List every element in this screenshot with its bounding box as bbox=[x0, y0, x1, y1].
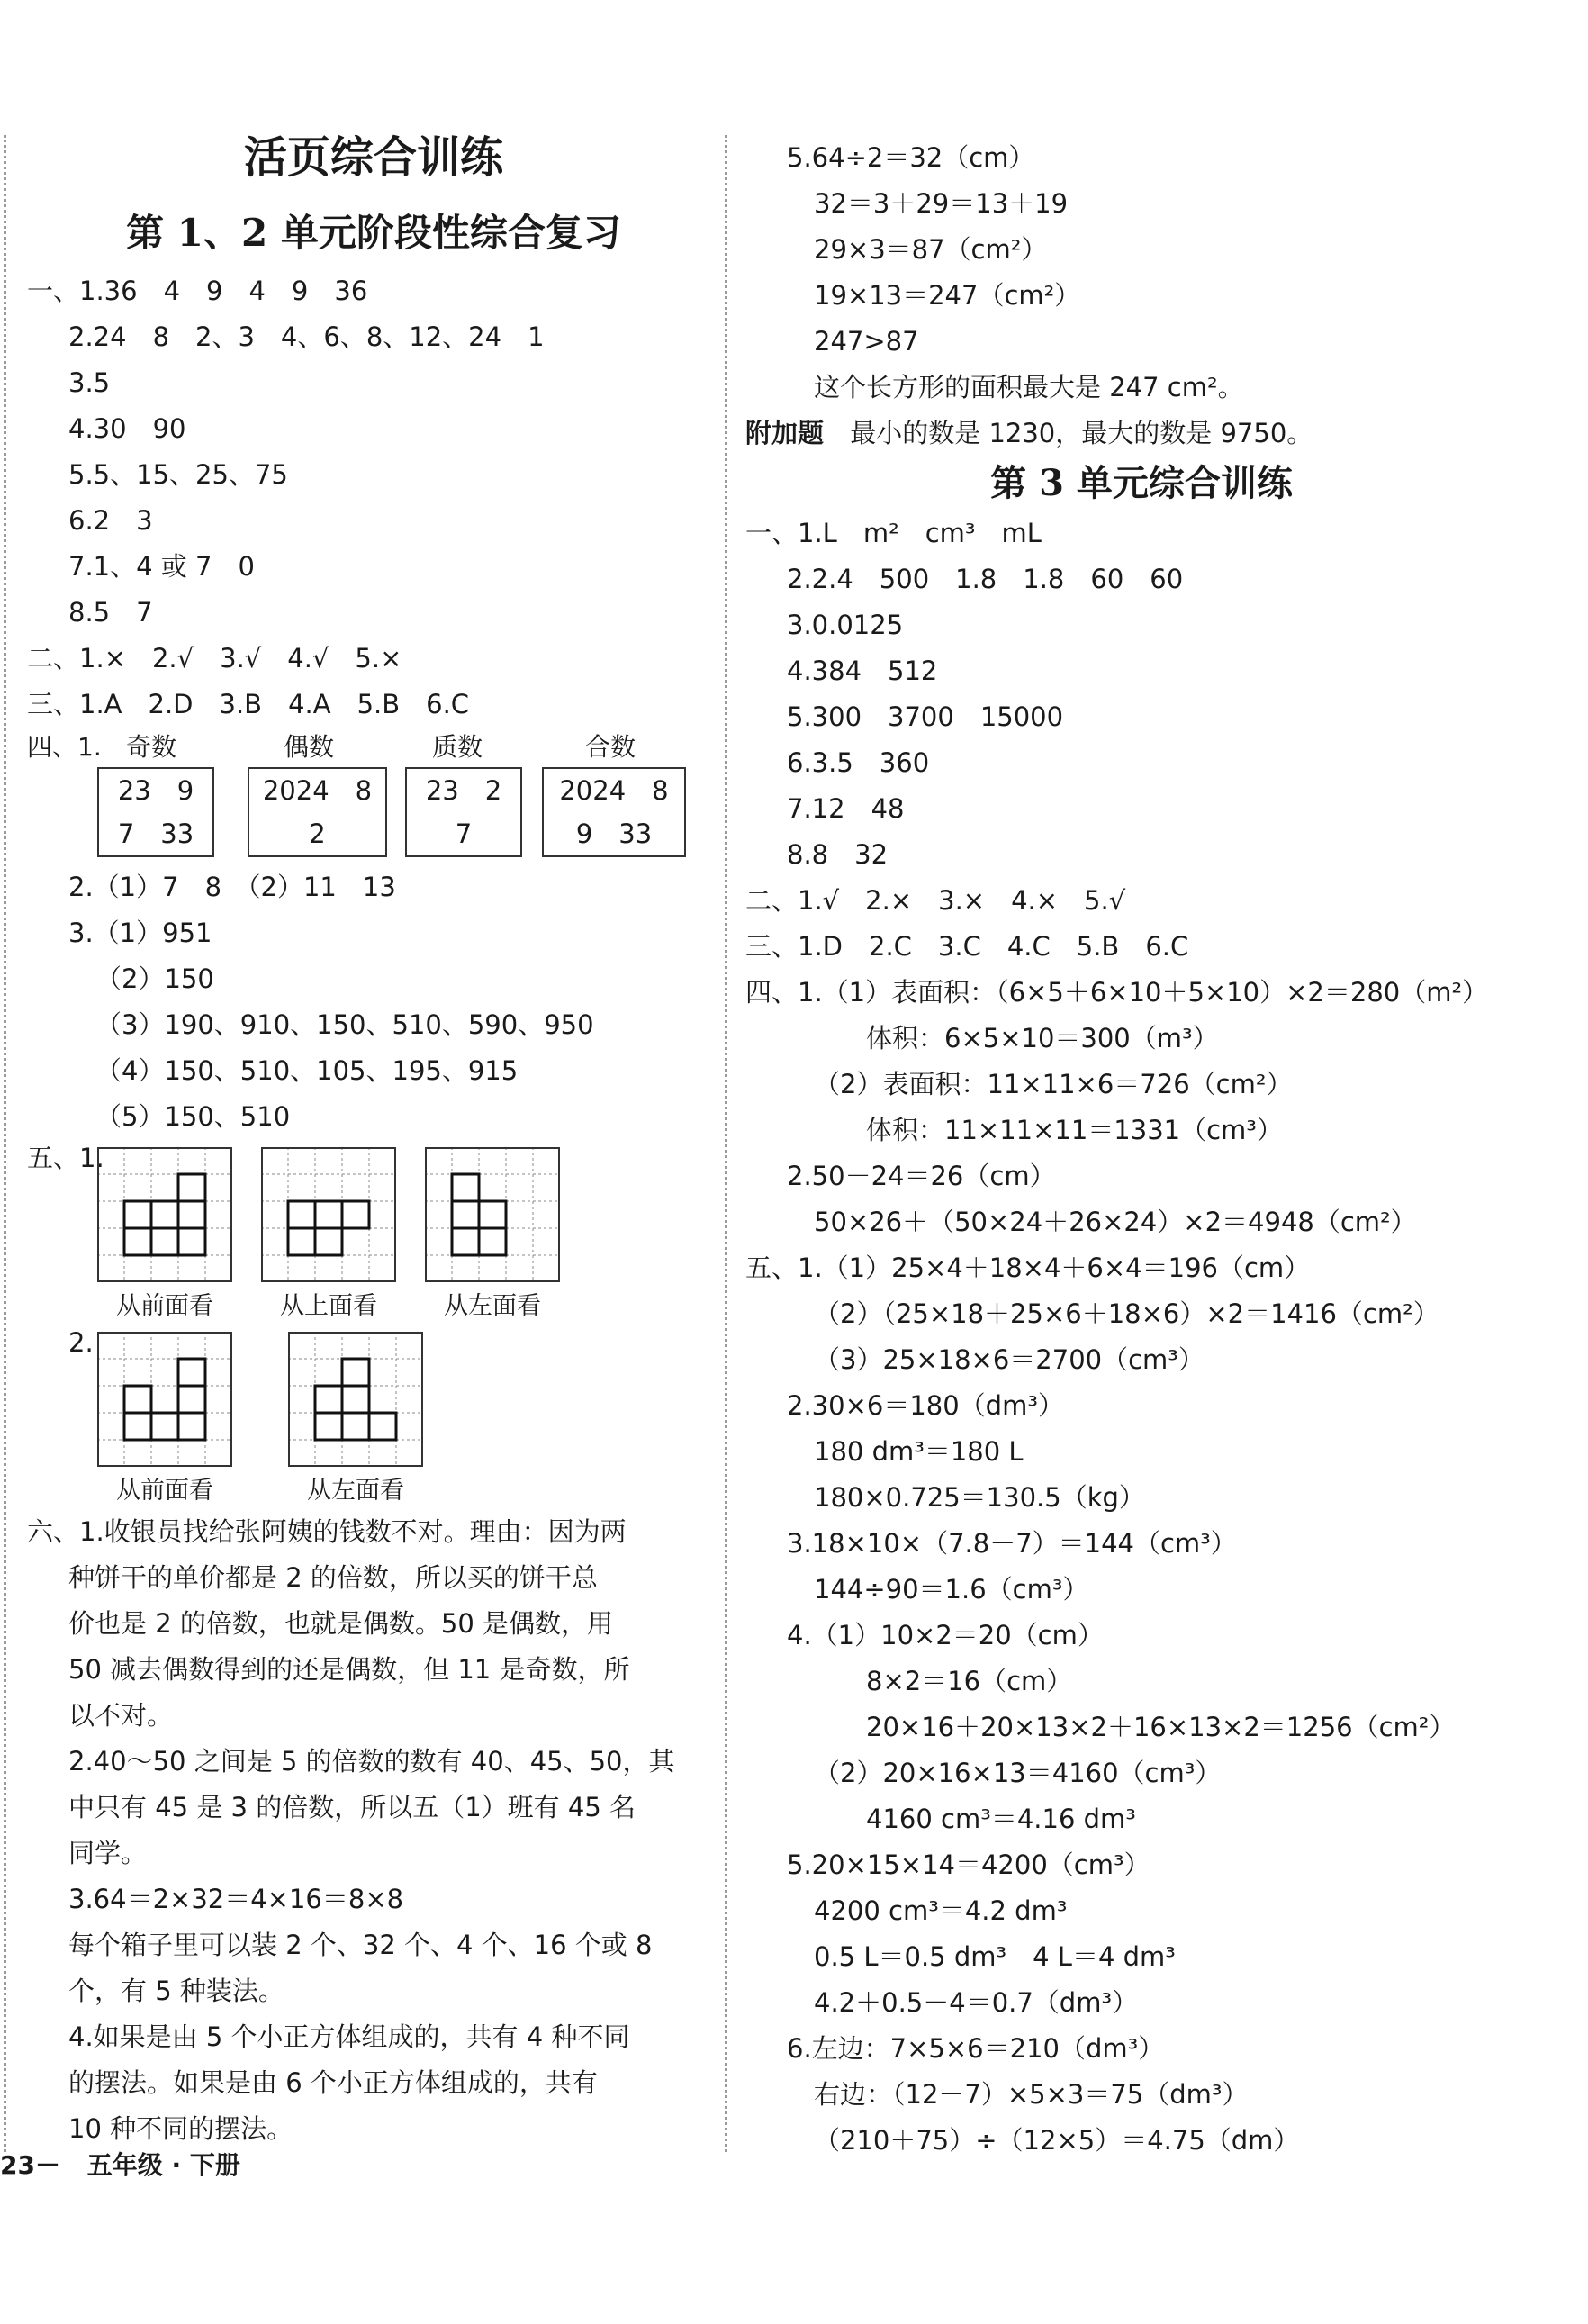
views-row-2 bbox=[27, 1325, 720, 1509]
extra-question-label: 附加题 bbox=[745, 418, 825, 448]
answer-line: （5）150、510 bbox=[95, 1101, 291, 1132]
header-composite: 合数 bbox=[585, 732, 636, 762]
views-row-1 bbox=[27, 1140, 720, 1325]
answer-line: 50 减去偶数得到的还是偶数，但 11 是奇数，所 bbox=[68, 1654, 630, 1685]
grade-label: 五年级 · 下册 bbox=[86, 2150, 240, 2180]
answer-line: 2.40～50 之间是 5 的倍数的数有 40、45、50，其 bbox=[68, 1746, 675, 1777]
answer-line: 4.2＋0.5－4＝0.7（dm³） bbox=[814, 1987, 1139, 2018]
answer-line: 247>87 bbox=[814, 326, 919, 357]
answer-line: 以不对。 bbox=[68, 1700, 174, 1731]
view-top-1 bbox=[261, 1147, 396, 1321]
answer-line: 的摆法。如果是由 6 个小正方体组成的，共有 bbox=[68, 2067, 598, 2098]
view-caption: 从左面看 bbox=[307, 1477, 404, 1505]
view-front-1 bbox=[97, 1147, 232, 1321]
answer-line: 8×2＝16（cm） bbox=[866, 1666, 1073, 1696]
answer-line: 2.30×6＝180（dm³） bbox=[787, 1390, 1064, 1421]
header-odd: 奇数 bbox=[126, 732, 177, 762]
view-caption: 从上面看 bbox=[280, 1292, 377, 1320]
extra-question-line bbox=[745, 411, 1538, 457]
answer-line: 二、1.√ 2.× 3.× 4.× 5.√ bbox=[745, 885, 1126, 916]
view-caption: 从前面看 bbox=[116, 1292, 213, 1320]
view-left-2 bbox=[288, 1332, 423, 1506]
answer-line: 个，有 5 种装法。 bbox=[68, 1976, 284, 2006]
answer-line: 体积：11×11×11＝1331（cm³） bbox=[866, 1115, 1283, 1145]
column-divider bbox=[725, 135, 727, 2152]
answer-line: 每个箱子里可以装 2 个、32 个、4 个、16 个或 8 bbox=[68, 1930, 653, 1960]
extra-question-answer: 最小的数是 1230，最大的数是 9750。 bbox=[850, 418, 1313, 448]
right-column bbox=[745, 135, 1538, 2164]
answer-line: 2.50－24＝26（cm） bbox=[787, 1161, 1056, 1191]
composite-box: 2024 8 9 33 bbox=[542, 767, 686, 857]
answer-line: （2）150 bbox=[95, 963, 214, 994]
grid-figure bbox=[288, 1332, 423, 1467]
section-title-unit-3: 第 3 单元综合训练 bbox=[990, 462, 1293, 504]
section-label: 五、1. bbox=[27, 1143, 104, 1173]
answer-line: 10 种不同的摆法。 bbox=[68, 2113, 293, 2144]
answer-line: 价也是 2 的倍数，也就是偶数。50 是偶数，用 bbox=[68, 1608, 614, 1639]
answer-line: 4.30 90 bbox=[68, 413, 186, 444]
view-caption: 从前面看 bbox=[116, 1477, 213, 1505]
grid-figure bbox=[97, 1147, 232, 1282]
answer-line: 5.20×15×14＝4200（cm³） bbox=[787, 1849, 1150, 1880]
answer-line: 4.（1）10×2＝20（cm） bbox=[787, 1620, 1104, 1650]
grid-figure bbox=[425, 1147, 560, 1282]
grid-figure bbox=[97, 1332, 232, 1467]
answer-line: 8.8 32 bbox=[787, 839, 889, 870]
answer-line: 4.384 512 bbox=[787, 656, 938, 686]
answer-line: 5.5、15、25、75 bbox=[68, 459, 288, 490]
answer-line: 32＝3＋29＝13＋19 bbox=[814, 188, 1069, 219]
answer-line: 中只有 45 是 3 的倍数，所以五（1）班有 45 名 bbox=[68, 1792, 636, 1822]
answer-line: 同学。 bbox=[68, 1838, 148, 1868]
section-title-unit-1-2: 第 1、2 单元阶段性综合复习 bbox=[126, 211, 621, 255]
answer-line: 20×16＋20×13×2＋16×13×2＝1256（cm²） bbox=[866, 1712, 1456, 1742]
answer-line: （2）20×16×13＝4160（cm³） bbox=[814, 1758, 1222, 1788]
number-classification-boxes bbox=[27, 764, 720, 864]
answer-line: 3.18×10×（7.8－7）＝144（cm³） bbox=[787, 1528, 1237, 1559]
answer-line: 3.0.0125 bbox=[787, 610, 904, 640]
answer-line: 3.5 bbox=[68, 367, 111, 398]
answer-line: 4.如果是由 5 个小正方体组成的，共有 4 种不同 bbox=[68, 2021, 630, 2052]
view-left-1 bbox=[425, 1147, 560, 1321]
answer-line: 种饼干的单价都是 2 的倍数，所以买的饼干总 bbox=[68, 1562, 598, 1593]
answer-line: 一、1.36 4 9 4 9 36 bbox=[27, 276, 368, 306]
header-even: 偶数 bbox=[284, 732, 335, 762]
answer-line: 2.24 8 2、3 4、6、8、12、24 1 bbox=[68, 321, 545, 352]
answer-line: 六、1.收银员找给张阿姨的钱数不对。理由：因为两 bbox=[27, 1516, 627, 1547]
answer-line: 右边：（12－7）×5×3＝75（dm³） bbox=[814, 2079, 1249, 2110]
answer-line: 三、1.A 2.D 3.B 4.A 5.B 6.C bbox=[27, 689, 470, 719]
answer-line: 一、1.L m² cm³ mL bbox=[745, 518, 1042, 548]
answer-line: 四、1.（1）表面积：（6×5＋6×10＋5×10）×2＝280（m²） bbox=[745, 977, 1489, 1008]
prime-box: 23 2 7 bbox=[405, 767, 522, 857]
answer-line: 0.5 L＝0.5 dm³ 4 L＝4 dm³ bbox=[814, 1941, 1176, 1972]
answer-line: （210＋75）÷（12×5）＝4.75（dm） bbox=[814, 2125, 1300, 2156]
number-classification-headers bbox=[27, 728, 720, 764]
answer-line: 6.2 3 bbox=[68, 505, 153, 536]
even-box: 2024 8 2 bbox=[248, 767, 387, 857]
answer-line: 180×0.725＝130.5（kg） bbox=[814, 1482, 1145, 1513]
grid-figure bbox=[261, 1147, 396, 1282]
answer-line: 144÷90＝1.6（cm³） bbox=[814, 1574, 1089, 1605]
answer-line: 3.（1）951 bbox=[68, 918, 212, 948]
view-front-2 bbox=[97, 1332, 232, 1506]
answer-line: 体积：6×5×10＝300（m³） bbox=[866, 1023, 1219, 1053]
answer-line: （4）150、510、105、195、915 bbox=[95, 1055, 519, 1086]
answer-line: 2.2.4 500 1.8 1.8 60 60 bbox=[787, 564, 1184, 594]
page-title: 活页综合训练 bbox=[243, 132, 503, 183]
page-number: 23－ bbox=[0, 2150, 60, 2180]
answer-line: 3.64＝2×32＝4×16＝8×8 bbox=[68, 1884, 404, 1914]
answer-line: 2.（1）7 8 （2）11 13 bbox=[68, 872, 396, 902]
answer-line: 6.3.5 360 bbox=[787, 747, 930, 778]
answer-line: （2）（25×18＋25×6＋18×6）×2＝1416（cm²） bbox=[814, 1298, 1439, 1329]
answer-line: 4160 cm³＝4.16 dm³ bbox=[866, 1804, 1136, 1834]
answer-line: （3）190、910、150、510、590、950 bbox=[95, 1009, 594, 1040]
page-footer bbox=[0, 2143, 240, 2188]
answer-line: 这个长方形的面积最大是 247 cm²。 bbox=[814, 372, 1244, 402]
answer-line: 7.12 48 bbox=[787, 793, 905, 824]
section-label: 四、1. bbox=[27, 732, 102, 762]
answer-line: 19×13＝247（cm²） bbox=[814, 280, 1081, 311]
answer-line: 6.左边：7×5×6＝210（dm³） bbox=[787, 2033, 1165, 2064]
view-caption: 从左面看 bbox=[444, 1292, 541, 1320]
odd-box: 23 9 7 33 bbox=[97, 767, 214, 857]
left-margin-rule bbox=[4, 135, 6, 2152]
answer-line: 50×26＋（50×24＋26×24）×2＝4948（cm²） bbox=[814, 1207, 1417, 1237]
answer-line: 5.64÷2＝32（cm） bbox=[787, 142, 1035, 173]
answer-line: 5.300 3700 15000 bbox=[787, 701, 1064, 732]
left-column bbox=[27, 117, 720, 2152]
answer-line: 8.5 7 bbox=[68, 597, 153, 628]
answer-line: （3）25×18×6＝2700（cm³） bbox=[814, 1344, 1205, 1375]
header-prime: 质数 bbox=[432, 732, 483, 762]
answer-line: 二、1.× 2.√ 3.√ 4.√ 5.× bbox=[27, 643, 402, 674]
answer-line: 五、1.（1）25×4＋18×4＋6×4＝196（cm） bbox=[745, 1252, 1311, 1283]
answer-line: 7.1、4 或 7 0 bbox=[68, 551, 255, 582]
section-label: 2. bbox=[68, 1327, 94, 1358]
answer-line: 180 dm³＝180 L bbox=[814, 1436, 1024, 1467]
answer-line: 29×3＝87（cm²） bbox=[814, 234, 1048, 265]
answer-line: （2）表面积：11×11×6＝726（cm²） bbox=[814, 1069, 1293, 1099]
answer-line: 三、1.D 2.C 3.C 4.C 5.B 6.C bbox=[745, 931, 1189, 962]
answer-line: 4200 cm³＝4.2 dm³ bbox=[814, 1895, 1068, 1926]
